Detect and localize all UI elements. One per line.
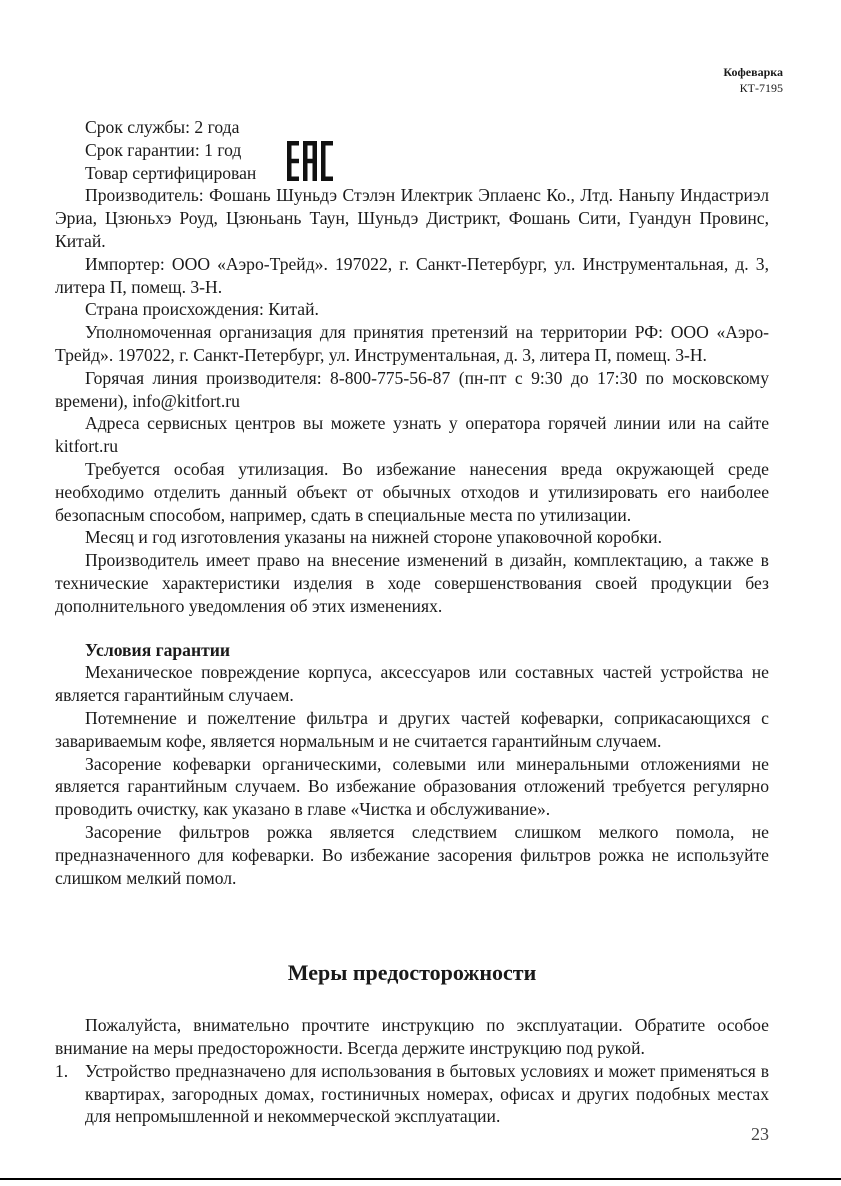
- page-header: [723, 64, 783, 96]
- changes-paragraph: Производитель имеет право на внесение изменений в дизайн, комплектацию, а также в технические характеристики изделия в ходе совершенствования своей продукции без дополнительного уведомления об этих изменениях.: [55, 550, 769, 616]
- warranty-paragraph: Механическое повреждение корпуса, аксессуаров или составных частей устройства не является гарантийным случаем.: [55, 662, 769, 706]
- list-item-text: Устройство предназначено для использования в бытовых условиях и может применяться в квартирах, загородных домах, гостиничных номерах, офисах и других подобных местах для непромышленной и некоммерческой эксплуатации.: [85, 1060, 769, 1127]
- bottom-rule: [0, 1178, 841, 1180]
- precautions-list: [55, 1060, 769, 1128]
- certified-text: Товар сертифицирован: [85, 162, 257, 183]
- warranty-paragraph: Засорение кофеварки органическими, солевыми или минеральными отложениями не является гарантийным случаем. Во избежание образования отложений требуется регулярно проводить очистку, как указано в главе «Чистка и обслуживание».: [55, 753, 769, 820]
- importer-paragraph: Импортер: ООО «Аэро-Трейд». 197022, г. Санкт-Петербург, ул. Инструментальная, д. 3, литера П, помещ. 3-Н.: [55, 253, 769, 297]
- eac-mark-icon: [287, 141, 333, 181]
- manufacture-date-paragraph: Месяц и год изготовления указаны на нижней стороне упаковочной коробки.: [85, 527, 662, 548]
- hotline-paragraph: Горячая линия производителя: 8-800-775-56-87 (пн-пт с 9:30 до 17:30 по московскому времени), info@kitfort.ru: [55, 367, 769, 411]
- list-item: [55, 1060, 769, 1128]
- authorized-org-paragraph: Уполномоченная организация для принятия претензий на территории РФ: ООО «Аэро-Трейд». 197022, г. Санкт-Петербург, ул. Инструментальная, д. 3, литера П, помещ. 3-Н.: [55, 322, 769, 365]
- precautions-intro: Пожалуйста, внимательно прочтите инструкцию по эксплуатации. Обратите особое внимание на меры предосторожности. Всегда держите инструкцию под рукой.: [55, 1015, 769, 1059]
- page-content: [55, 116, 769, 1128]
- page-number: 23: [751, 1124, 769, 1144]
- warranty-conditions-title: Условия гарантии: [85, 639, 231, 660]
- warranty-paragraph: Потемнение и пожелтение фильтра и других частей кофеварки, соприкасающихся с завариваемым кофе, является нормальным и не считается гарантийным случаем.: [55, 707, 769, 751]
- warranty-paragraph: Засорение фильтров рожка является следствием слишком мелкого помола, не предназначенного для кофеварки. Во избежание засорения фильтров рожка не используйте слишком мелкий помол.: [55, 821, 769, 888]
- list-item-number: 1.: [55, 1060, 69, 1081]
- warranty-period: Срок гарантии: 1 год: [85, 139, 242, 160]
- disposal-paragraph: Требуется особая утилизация. Во избежание нанесения вреда окружающей среде необходимо отделить данный объект от обычных отходов и утилизировать его наиболее безопасным способом, например, сдать в специальные места по утилизации.: [55, 458, 769, 525]
- certification-block: [55, 116, 769, 184]
- precautions-heading: Меры предосторожности: [287, 960, 537, 986]
- service-centers-paragraph: Адреса сервисных центров вы можете узнать у оператора горячей линии или на сайте kitfort.ru: [55, 413, 769, 457]
- origin-paragraph: Страна происхождения: Китай.: [85, 299, 319, 320]
- service-life: Срок службы: 2 года: [85, 117, 240, 137]
- product-name: Кофеварка: [723, 65, 783, 79]
- manufacturer-paragraph: Производитель: Фошань Шуньдэ Стэлэн Илектрик Эплаенс Ко., Лтд. Наньпу Индастриэл Эриа, Цзюньхэ Роуд, Цзюньань Таун, Шуньдэ Дистрикт, Фошань Сити, Гуандун Провинс, Китай.: [55, 185, 769, 251]
- product-model: КТ-7195: [739, 81, 783, 95]
